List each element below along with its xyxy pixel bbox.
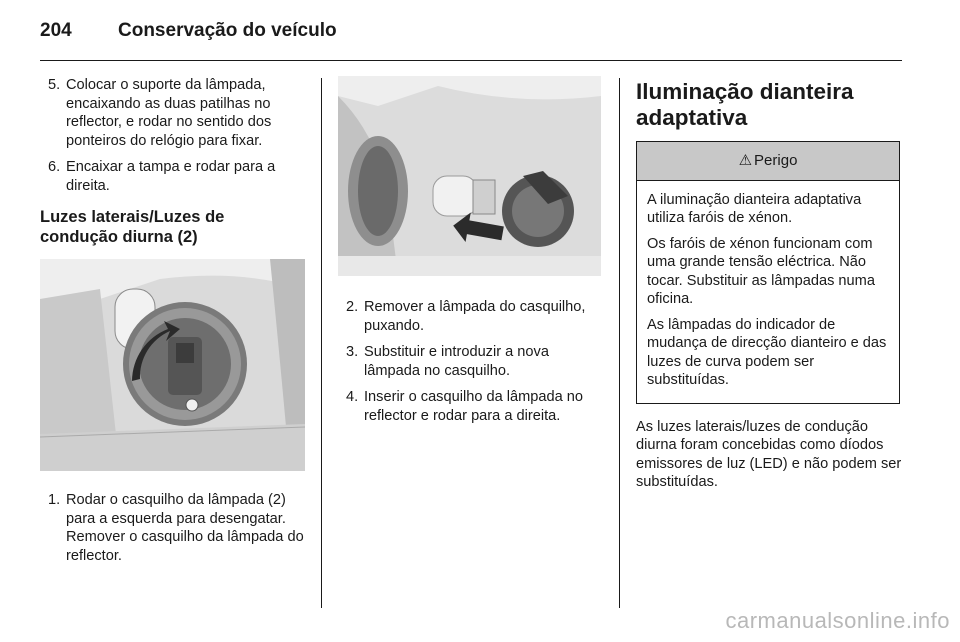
bulb-holder-image xyxy=(40,259,305,471)
step-5 xyxy=(40,76,305,150)
column-1 xyxy=(40,76,305,573)
warning-triangle-icon: ⚠ xyxy=(738,152,753,169)
column-divider-right xyxy=(619,78,620,608)
danger-box-body xyxy=(637,181,899,403)
step-3 xyxy=(338,343,603,380)
step-number: 3. xyxy=(346,344,359,360)
danger-paragraph: Os faróis de xénon funcionam com uma grande tensão eléctrica. Não tocar. Substituir as lâmpadas numa oficina. xyxy=(647,235,875,307)
page-title: Conservação do veículo xyxy=(118,20,337,41)
steps-list-top xyxy=(40,76,305,195)
step-text: Rodar o casquilho da lâmpada (2) para a esquerda para desengatar. Remover o casquilho da lâmpada do reflector. xyxy=(66,492,304,564)
step-2 xyxy=(338,298,603,335)
watermark: carmanualsonline.info xyxy=(725,608,950,633)
danger-paragraph: As lâmpadas do indicador de mudança de direcção dianteiro e das luzes de curva podem ser substituídas. xyxy=(647,316,887,388)
steps-list-bottom xyxy=(40,491,305,565)
step-text: Remover a lâmpada do casquilho, puxando. xyxy=(364,299,586,334)
step-1 xyxy=(40,491,305,565)
column-3 xyxy=(636,76,902,492)
step-text: Colocar o suporte da lâmpada, encaixando as duas patilhas no reflector, e rodar no sentido dos ponteiros do relógio para fixar. xyxy=(66,77,272,149)
step-number: 1. xyxy=(48,492,61,508)
step-number: 2. xyxy=(346,299,359,315)
body-paragraph: As luzes laterais/luzes de condução diurna foram concebidas como díodos emissores de luz (LED) e não podem ser substituídas. xyxy=(636,418,902,490)
step-number: 4. xyxy=(346,389,359,405)
steps-list xyxy=(338,298,603,425)
step-4 xyxy=(338,388,603,425)
section-heading-adaptive-lighting: Iluminação dianteira adaptativa xyxy=(636,79,854,130)
step-number: 6. xyxy=(48,159,61,175)
danger-box xyxy=(636,141,900,404)
step-text: Inserir o casquilho da lâmpada no reflector e rodar para a direita. xyxy=(364,389,584,424)
danger-title: Perigo xyxy=(754,152,798,169)
step-text: Encaixar a tampa e rodar para a direita. xyxy=(66,159,276,194)
page-number: 204 xyxy=(40,20,72,41)
danger-paragraph: A iluminação dianteira adaptativa utiliza faróis de xénon. xyxy=(647,191,862,226)
column-2 xyxy=(338,76,603,433)
column-divider-left xyxy=(321,78,322,608)
bulb-removal-image xyxy=(338,76,601,276)
section-heading-side-lights: Luzes laterais/Luzes de condução diurna (2) xyxy=(40,208,225,246)
danger-box-header xyxy=(637,142,899,181)
step-number: 5. xyxy=(48,77,61,93)
step-text: Substituir e introduzir a nova lâmpada no casquilho. xyxy=(364,344,549,379)
step-6 xyxy=(40,158,305,195)
header-rule xyxy=(40,60,902,61)
